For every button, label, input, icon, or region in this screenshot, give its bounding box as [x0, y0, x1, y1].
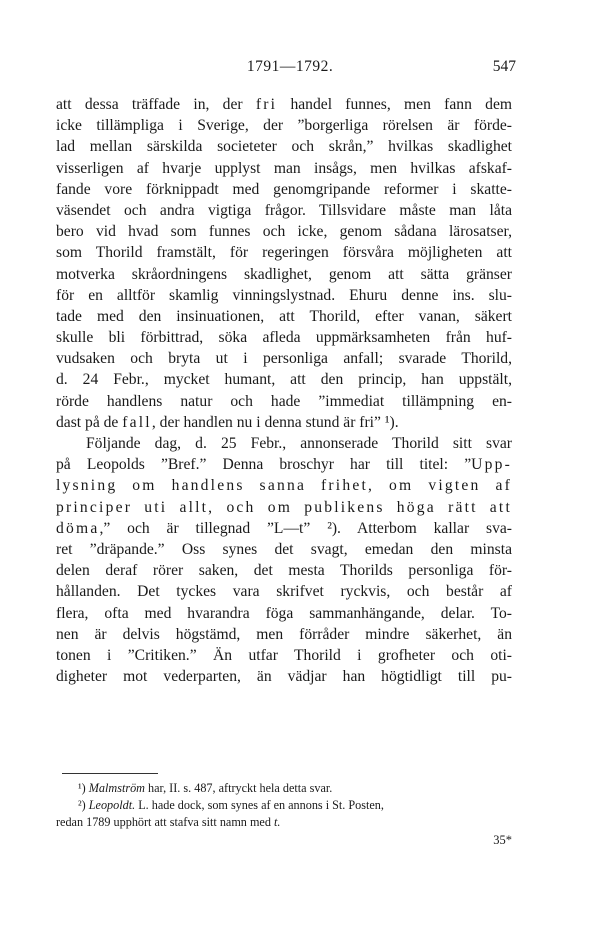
- text-run: väsendet och andra vigtiga frågor. Tillsvidare måste man låta: [56, 201, 512, 219]
- text-run: Följande dag, d. 25 Febr., annonserade Thorild sitt svar: [86, 435, 512, 452]
- text-run: d. 24 Febr., mycket humant, att den princip, han uppstält,: [56, 371, 512, 389]
- text-run: skulle bli förbittrad, söka afleda uppmärksamheten från huf-: [56, 329, 512, 347]
- footnote-marker: ²): [78, 798, 86, 812]
- text-line: [56, 242, 512, 263]
- body-text: [56, 94, 512, 687]
- text-run: för en alltför skamlig vinningslystnad. Ehuru denne ins. slu-: [56, 286, 512, 304]
- footnote-text: L. hade dock, som synes af en annons i St. Posten,: [135, 798, 384, 812]
- spaced-emphasis: fall: [122, 413, 152, 431]
- spaced-emphasis: fri: [255, 96, 278, 113]
- text-line: [56, 391, 512, 412]
- running-head: [64, 58, 516, 84]
- text-line: [56, 581, 512, 602]
- text-run: digheter mot vederparten, än vädjar han högtidligt till pu-: [56, 668, 512, 686]
- spaced-emphasis: döma: [56, 519, 100, 537]
- text-line: [56, 115, 512, 136]
- text-run: motverka skråordningens skadlighet, genom att sätta gränser: [56, 265, 512, 283]
- text-run: att dessa träffade in, der: [56, 96, 256, 113]
- text-run: handel funnes, men fann dem: [277, 96, 512, 113]
- text-line: [56, 369, 512, 390]
- text-line: [56, 666, 512, 687]
- footnotes: [56, 780, 512, 831]
- text-line: [56, 264, 512, 285]
- text-line: [56, 327, 512, 348]
- footnote-author: Malmström: [88, 781, 145, 795]
- text-run: på Leopolds ”Bref.” Denna broschyr har till titel: ”: [56, 456, 472, 474]
- text-line: [56, 412, 512, 433]
- text-line: [56, 94, 512, 115]
- spaced-emphasis: principer uti allt, och om publikens höga rätt att: [56, 498, 512, 516]
- text-run: tonen i ”Critiken.” Än utfar Thorild i grofheter och oti-: [56, 646, 512, 664]
- footnote-italic: t.: [273, 815, 281, 829]
- text-line: [56, 136, 512, 157]
- text-line: [56, 539, 512, 560]
- text-run: icke tillämpliga i Sverige, der ”borgerliga rörelsen är förde-: [56, 117, 512, 135]
- text-run: hållanden. Det tyckes vara skrifvet ryckvis, och består af: [56, 583, 512, 601]
- text-line: [56, 603, 512, 624]
- text-run: ,” och är tillegnad ”L—t” ²). Atterbom kallar sva-: [99, 519, 512, 537]
- text-line: [56, 285, 512, 306]
- text-run: som Thorild framstält, för regeringen försvåra möjligheten att: [56, 244, 512, 262]
- text-run: nen är delvis högstämd, men förråder mindre säkerhet, än: [56, 625, 512, 643]
- page-number: 547: [492, 58, 516, 75]
- text-run: lad mellan särskilda societeter och skrån,” hvilkas skadlighet: [56, 138, 512, 156]
- footnote-line: [56, 780, 512, 797]
- text-run: , der handlen nu i denna stund är fri” ¹).: [151, 413, 399, 431]
- text-run: visserligen af hvarje upplyst man insågs, men hvilkas afskaf-: [56, 159, 512, 177]
- text-run: tade med den insinuationen, att Thorild, efter vanan, säkert: [56, 307, 512, 325]
- text-run: dast på de: [56, 413, 123, 431]
- text-run: fande vore förknippadt med genomgripande reformer i skatte-: [56, 180, 512, 198]
- footnote-author: Leopoldt.: [88, 798, 136, 812]
- text-line: [56, 348, 512, 369]
- footnote-rule: [62, 773, 158, 774]
- text-line: [56, 179, 512, 200]
- text-line: [56, 306, 512, 327]
- text-run: delen deraf rörer saken, det mesta Thorilds personliga för-: [56, 562, 512, 580]
- text-line: [56, 518, 512, 539]
- text-run: bero vid hvad som funnes och icke, genom sådana lärosatser,: [56, 223, 512, 241]
- signature-mark: 35*: [493, 833, 512, 847]
- text-line: [56, 433, 512, 454]
- text-run: vudsaken och bryta ut i personliga anfall; svarade Thorild,: [56, 350, 512, 368]
- footnote-line: [56, 797, 512, 814]
- text-line: [56, 560, 512, 581]
- text-line: [56, 200, 512, 221]
- text-line: [56, 624, 512, 645]
- text-run: flera, ofta med hvarandra föga sammanhängande, delar. To-: [56, 604, 512, 622]
- footnote-text: redan 1789 upphört att stafva sitt namn med: [56, 815, 274, 829]
- spaced-emphasis: Upp-: [471, 456, 512, 474]
- text-line: [56, 158, 512, 179]
- footnote-marker: ¹): [78, 781, 86, 795]
- running-head-years: 1791—1792.: [246, 58, 334, 75]
- footnote-text: har, II. s. 487, aftryckt hela detta svar.: [144, 781, 333, 795]
- footnote-line: [56, 814, 512, 831]
- text-line: [56, 475, 512, 496]
- spaced-emphasis: lysning om handlens sanna frihet, om vigten af: [56, 477, 512, 495]
- text-line: [56, 645, 512, 666]
- text-line: [56, 221, 512, 242]
- text-run: rörde handlens natur och hade ”immediat tillämpning en-: [56, 392, 512, 410]
- text-line: [56, 497, 512, 518]
- text-run: ret ”dräpande.” Oss synes det svagt, emedan den minsta: [56, 540, 512, 558]
- text-line: [56, 454, 512, 475]
